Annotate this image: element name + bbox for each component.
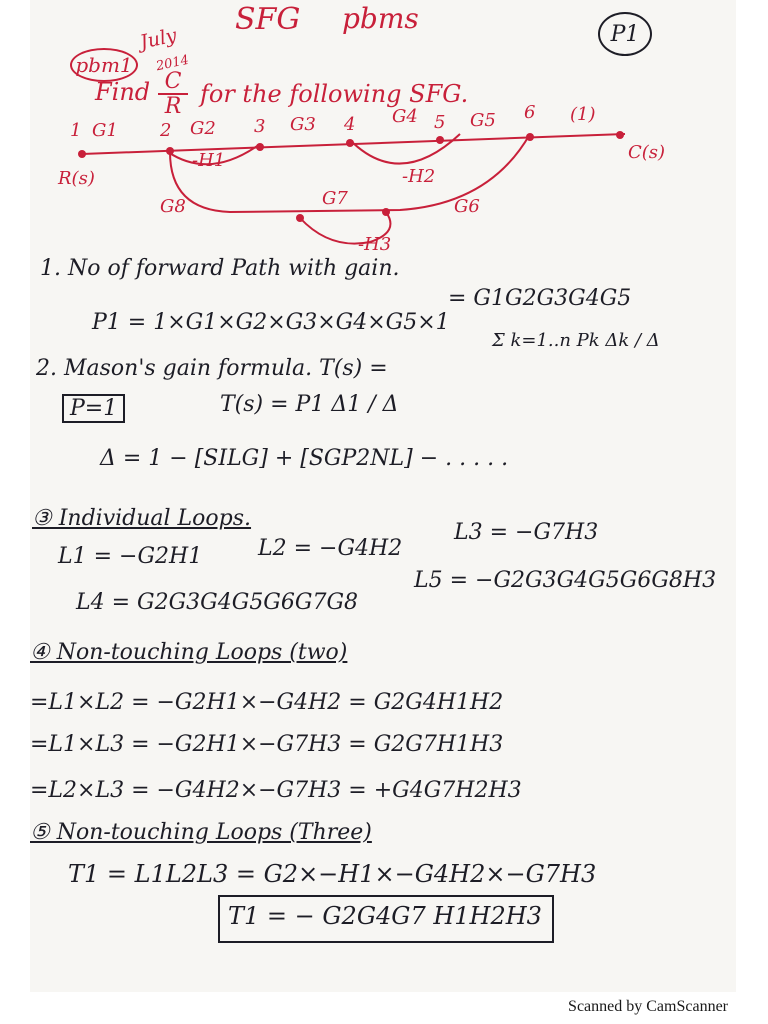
step1-heading: 1. No of forward Path with gain. xyxy=(40,256,400,281)
scanned-page xyxy=(30,0,736,992)
loop-g7-label: G7 xyxy=(322,188,348,209)
node-2 xyxy=(166,147,174,155)
three-loop-product: T1 = L1L2L3 = G2×−H1×−G4H2×−G7H3 xyxy=(68,860,597,888)
node-1-label: 1 xyxy=(70,120,82,141)
loop-g6-label: G6 xyxy=(454,196,480,217)
signal-flow-graph xyxy=(30,100,736,260)
non-touching-two-3: =L2×L3 = −G4H2×−G7H3 = +G4G7H2H3 xyxy=(30,778,522,803)
node-5-label: 5 xyxy=(434,112,446,133)
non-touching-two-2: =L1×L3 = −G2H1×−G7H3 = G2G7H1H3 xyxy=(30,732,504,757)
node-4-label: 4 xyxy=(344,114,356,135)
gain-g5-label: G5 xyxy=(470,110,496,131)
step1-p1: P1 = 1×G1×G2×G3×G4×G5×1 xyxy=(92,310,450,335)
date-month: July xyxy=(138,24,179,54)
node-g7-start xyxy=(296,214,304,222)
step1-result: = G1G2G3G4G5 xyxy=(448,286,632,311)
step2-heading: 2. Mason's gain formula. T(s) = xyxy=(36,356,388,381)
node-6-label: 6 xyxy=(524,102,536,123)
non-touching-two-1: =L1×L2 = −G2H1×−G4H2 = G2G4H1H2 xyxy=(30,690,504,715)
input-label: R(s) xyxy=(58,168,95,189)
problem-instruction: for the following SFG. xyxy=(200,80,469,108)
ratio-numerator: C xyxy=(158,70,188,95)
problem-badge-label: pbm1 xyxy=(75,53,133,77)
node-3-label: 3 xyxy=(254,116,266,137)
loop-h1-label: -H1 xyxy=(192,150,226,171)
scanner-watermark: Scanned by CamScanner xyxy=(568,998,728,1015)
gain-g2-label: G2 xyxy=(190,118,216,139)
node-1 xyxy=(78,150,86,158)
node-6 xyxy=(526,133,534,141)
page-title-suffix: pbms xyxy=(342,2,419,35)
find-label: Find xyxy=(95,78,151,106)
loop-g8-label: G8 xyxy=(160,196,186,217)
loop-l5: L5 = −G2G3G4G5G6G8H3 xyxy=(414,568,717,593)
mason-formula: Σ k=1..n Pk Δk / Δ xyxy=(492,330,660,351)
transfer-function: T(s) = P1 Δ1 / Δ xyxy=(220,392,399,417)
gain-g4-label: G4 xyxy=(392,106,418,127)
loop-h2-label: -H2 xyxy=(402,166,436,187)
node-5 xyxy=(436,136,444,144)
node-4 xyxy=(346,139,354,147)
node-2-label: 2 xyxy=(160,120,172,141)
path-count-box: P=1 xyxy=(62,394,125,423)
page-number-badge xyxy=(598,12,652,56)
page-number: P1 xyxy=(610,21,640,47)
loop-l1: L1 = −G2H1 xyxy=(58,544,203,569)
step4-heading: ④ Non-touching Loops (two) xyxy=(30,640,348,665)
node-out-label: (1) xyxy=(570,104,596,125)
gain-g3-label: G3 xyxy=(290,114,316,135)
gain-g1-label: G1 xyxy=(92,120,118,141)
loop-l4: L4 = G2G3G4G5G6G7G8 xyxy=(76,590,359,615)
page-title: SFG xyxy=(235,2,301,37)
loop-l2: L2 = −G4H2 xyxy=(258,536,403,561)
node-g7-end xyxy=(382,208,390,216)
date-year: 2014 xyxy=(154,52,191,75)
step3-heading: ③ Individual Loops. xyxy=(32,506,252,531)
loop-h3-label: -H3 xyxy=(358,234,392,255)
step5-heading: ⑤ Non-touching Loops (Three) xyxy=(30,820,372,845)
boxed-answer: T1 = − G2G4G7 H1H2H3 xyxy=(228,902,542,930)
loop-l3: L3 = −G7H3 xyxy=(454,520,599,545)
problem-badge xyxy=(70,48,138,82)
ratio-denominator: R xyxy=(164,94,182,120)
output-label: C(s) xyxy=(628,142,666,163)
delta-expression: Δ = 1 − [SILG] + [SGP2NL] − . . . . . xyxy=(100,446,509,471)
node-out xyxy=(616,131,624,139)
node-3 xyxy=(256,143,264,151)
